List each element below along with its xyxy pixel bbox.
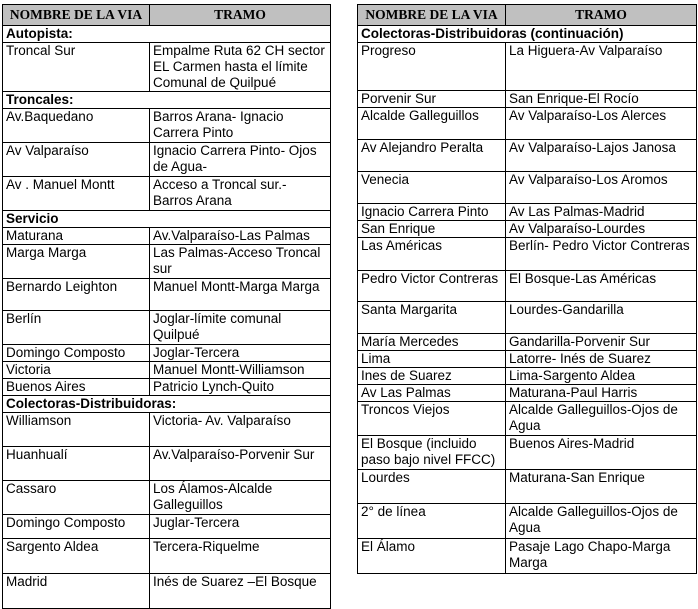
- via-cell: Ines de Suarez: [358, 368, 506, 385]
- tramo-cell: Joglar-límite comunal Quilpué: [150, 311, 331, 345]
- via-cell: Pedro Victor Contreras: [358, 271, 506, 302]
- tramo-cell: Av Valparaíso-Los Aromos: [506, 172, 697, 204]
- tramo-cell: Lima-Sargento Aldea: [506, 368, 697, 385]
- tramo-cell: Av.Valparaíso-Porvenir Sur: [150, 447, 331, 481]
- section-label: Colectoras-Distribuidoras (continuación): [358, 26, 697, 43]
- table-row: [358, 172, 697, 204]
- table-row: [358, 108, 697, 140]
- table-row: [358, 351, 697, 368]
- tramo-cell: Juglar-Tercera: [150, 515, 331, 539]
- table-row: [358, 271, 697, 302]
- tramo-cell: Victoria- Av. Valparaíso: [150, 413, 331, 447]
- table-row: [3, 245, 331, 279]
- via-cell: Av . Manuel Montt: [3, 177, 150, 211]
- table-row: [358, 368, 697, 385]
- table-row: [3, 109, 331, 143]
- tramo-cell: Las Palmas-Acceso Troncal sur: [150, 245, 331, 279]
- section-label: Autopista:: [3, 26, 331, 43]
- header-tramo: TRAMO: [150, 5, 331, 26]
- section-label: Troncales:: [3, 92, 331, 109]
- table-row: [3, 177, 331, 211]
- tramo-cell: Maturana-San Enrique: [506, 470, 697, 504]
- table-row: [358, 302, 697, 334]
- via-cell: Venecia: [358, 172, 506, 204]
- section-row: [3, 26, 331, 43]
- via-cell: Buenos Aires: [3, 379, 150, 396]
- via-cell: Av.Baquedano: [3, 109, 150, 143]
- table-row: [358, 504, 697, 539]
- tramo-cell: El Bosque-Las Américas: [506, 271, 697, 302]
- table-row: [3, 345, 331, 362]
- left-table: [2, 4, 331, 609]
- tramo-cell: Barros Arana- Ignacio Carrera Pinto: [150, 109, 331, 143]
- table-row: [358, 91, 697, 108]
- table-row: [358, 238, 697, 271]
- via-cell: Victoria: [3, 362, 150, 379]
- table-row: [3, 539, 331, 574]
- via-cell: Huanhualí: [3, 447, 150, 481]
- via-cell: El Álamo: [358, 539, 506, 574]
- tramo-cell: Latorre- Inés de Suarez: [506, 351, 697, 368]
- table-row: [3, 379, 331, 396]
- tramo-cell: Joglar-Tercera: [150, 345, 331, 362]
- table-row: [3, 447, 331, 481]
- via-cell: Marga Marga: [3, 245, 150, 279]
- via-cell: Domingo Composto: [3, 345, 150, 362]
- table-row: [358, 470, 697, 504]
- table-row: [358, 539, 697, 574]
- table-row: [3, 481, 331, 515]
- via-cell: Williamson: [3, 413, 150, 447]
- table-row: [3, 143, 331, 177]
- via-cell: Lima: [358, 351, 506, 368]
- via-cell: San Enrique: [358, 221, 506, 238]
- via-cell: El Bosque (incluido paso bajo nivel FFCC): [358, 436, 506, 470]
- tramo-cell: Alcalde Galleguillos-Ojos de Agua: [506, 402, 697, 436]
- header-row: [358, 5, 697, 26]
- tramo-cell: Lourdes-Gandarilla: [506, 302, 697, 334]
- via-cell: María Mercedes: [358, 334, 506, 351]
- tramo-cell: Berlín- Pedro Victor Contreras: [506, 238, 697, 271]
- tramo-cell: Alcalde Galleguillos-Ojos de Agua: [506, 504, 697, 539]
- tramo-cell: Maturana-Paul Harris: [506, 385, 697, 402]
- via-cell: Santa Margarita: [358, 302, 506, 334]
- via-cell: Sargento Aldea: [3, 539, 150, 574]
- tramo-cell: San Enrique-El Rocío: [506, 91, 697, 108]
- tramo-cell: Patricio Lynch-Quito: [150, 379, 331, 396]
- table-row: [358, 334, 697, 351]
- via-cell: Porvenir Sur: [358, 91, 506, 108]
- header-via: NOMBRE DE LA VIA: [3, 5, 150, 26]
- via-cell: Cassaro: [3, 481, 150, 515]
- via-cell: Alcalde Galleguillos: [358, 108, 506, 140]
- tramo-cell: Manuel Montt-Marga Marga: [150, 279, 331, 311]
- section-row: [3, 92, 331, 109]
- via-cell: Av Alejandro Peralta: [358, 140, 506, 172]
- tramo-cell: Av Valparaíso-Lourdes: [506, 221, 697, 238]
- tramo-cell: Gandarilla-Porvenir Sur: [506, 334, 697, 351]
- via-cell: Progreso: [358, 43, 506, 91]
- table-row: [358, 204, 697, 221]
- tramo-cell: Los Álamos-Alcalde Galleguillos: [150, 481, 331, 515]
- tramo-cell: Av.Valparaíso-Las Palmas: [150, 228, 331, 245]
- via-cell: Las Américas: [358, 238, 506, 271]
- via-cell: Av Valparaíso: [3, 143, 150, 177]
- table-row: [3, 362, 331, 379]
- via-cell: Ignacio Carrera Pinto: [358, 204, 506, 221]
- tramo-cell: Buenos Aires-Madrid: [506, 436, 697, 470]
- table-row: [3, 311, 331, 345]
- tramo-cell: Empalme Ruta 62 CH sector EL Carmen hasta el límite Comunal de Quilpué: [150, 43, 331, 92]
- table-row: [358, 221, 697, 238]
- via-cell: Madrid: [3, 574, 150, 609]
- header-row: [3, 5, 331, 26]
- tramo-cell: Av Las Palmas-Madrid: [506, 204, 697, 221]
- header-via: NOMBRE DE LA VIA: [358, 5, 506, 26]
- table-row: [3, 515, 331, 539]
- via-cell: Av Las Palmas: [358, 385, 506, 402]
- table-row: [3, 279, 331, 311]
- section-row: [358, 26, 697, 43]
- table-row: [358, 436, 697, 470]
- header-tramo: TRAMO: [506, 5, 697, 26]
- via-cell: 2° de línea: [358, 504, 506, 539]
- tramo-cell: Acceso a Troncal sur.- Barros Arana: [150, 177, 331, 211]
- via-cell: Maturana: [3, 228, 150, 245]
- tramo-cell: Ignacio Carrera Pinto- Ojos de Agua-: [150, 143, 331, 177]
- table-row: [3, 413, 331, 447]
- section-row: [3, 211, 331, 228]
- section-label: Servicio: [3, 211, 331, 228]
- via-cell: Troncos Viejos: [358, 402, 506, 436]
- tramo-cell: Pasaje Lago Chapo-Marga Marga: [506, 539, 697, 574]
- table-row: [358, 402, 697, 436]
- via-cell: Domingo Composto: [3, 515, 150, 539]
- tramo-cell: Av Valparaíso-Los Alerces: [506, 108, 697, 140]
- section-row: [3, 396, 331, 413]
- via-cell: Lourdes: [358, 470, 506, 504]
- via-cell: Troncal Sur: [3, 43, 150, 92]
- table-row: [358, 385, 697, 402]
- tramo-cell: Inés de Suarez –El Bosque: [150, 574, 331, 609]
- section-label: Colectoras-Distribuidoras:: [3, 396, 331, 413]
- table-row: [358, 43, 697, 91]
- via-cell: Bernardo Leighton: [3, 279, 150, 311]
- table-row: [3, 43, 331, 92]
- tramo-cell: La Higuera-Av Valparaíso: [506, 43, 697, 91]
- tramo-cell: Tercera-Riquelme: [150, 539, 331, 574]
- right-table: [357, 4, 697, 574]
- table-row: [358, 140, 697, 172]
- via-cell: Berlín: [3, 311, 150, 345]
- table-row: [3, 574, 331, 609]
- tramo-cell: Manuel Montt-Williamson: [150, 362, 331, 379]
- tramo-cell: Av Valparaíso-Lajos Janosa: [506, 140, 697, 172]
- table-row: [3, 228, 331, 245]
